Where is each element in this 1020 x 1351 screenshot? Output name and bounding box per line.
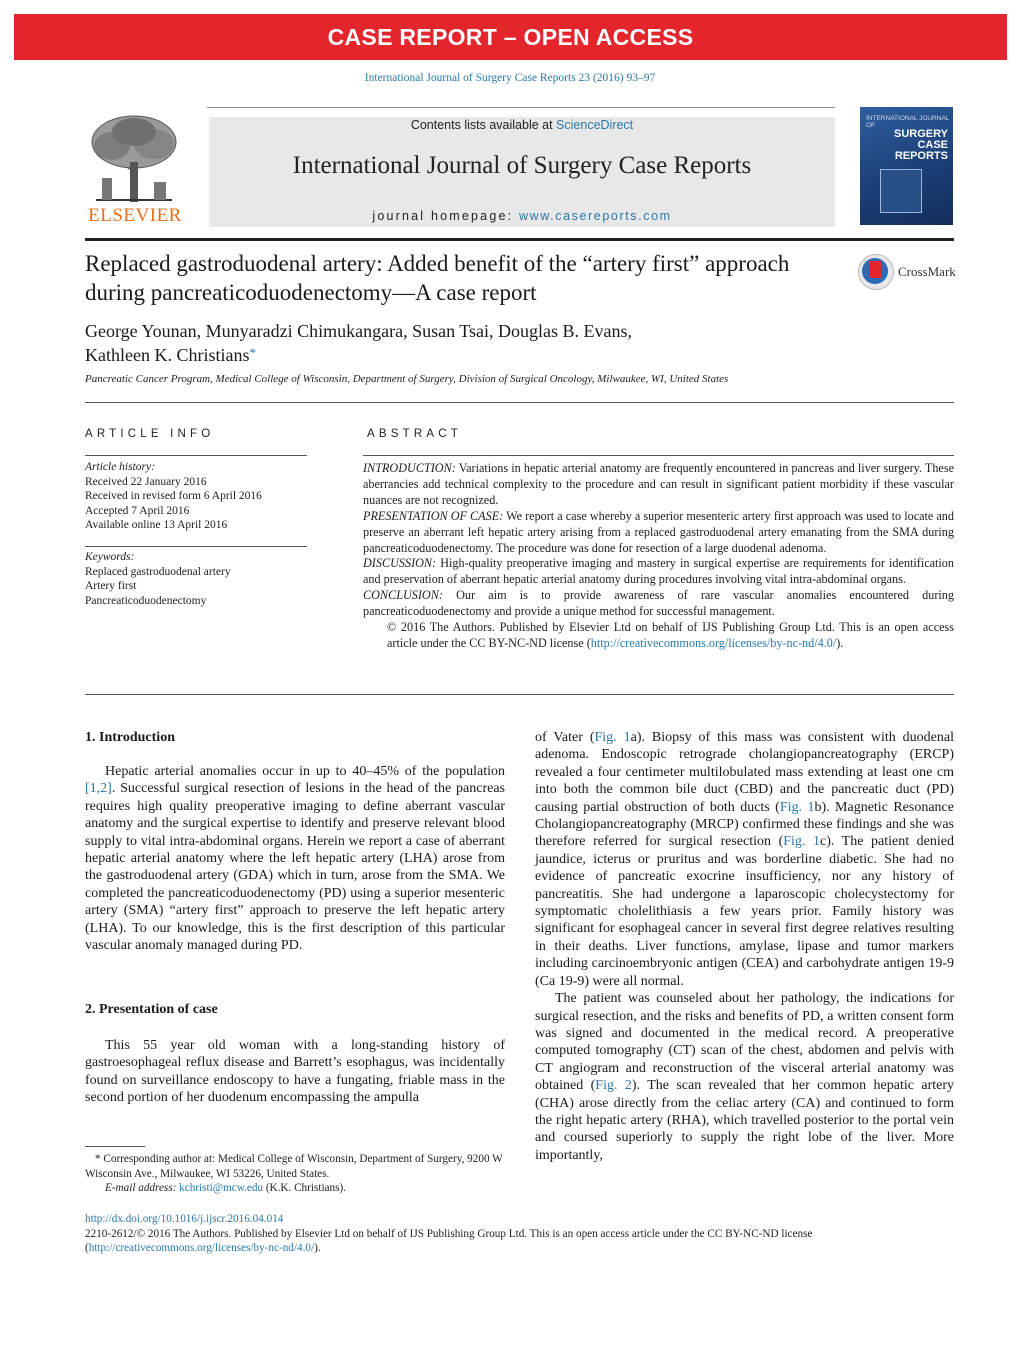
abstract-introduction: INTRODUCTION: Variations in hepatic arterial anatomy are frequently encountered in pancreas and liver surgery. These aberrancies add technical complexity to the procedure and can result in significant patient morbidity if these vascular nuances are not recognized. bbox=[363, 461, 954, 507]
corresponding-footnote: * Corresponding author at: Medical College of Wisconsin, Department of Surgery, 9200 W Wisconsin Ave., Milwaukee, WI 53226, United States. E-mail address: kchristi@mcw.edu (K.K. Christians). bbox=[85, 1153, 503, 1195]
journal-cover-image bbox=[860, 107, 953, 225]
keywords-label: Keywords: bbox=[85, 551, 135, 563]
contents-line: Contents lists available at ScienceDirect bbox=[410, 118, 634, 132]
section-2-heading: 2. Presentation of case bbox=[85, 1002, 218, 1017]
presentation-paragraph: This 55 year old woman with a long-standing history of gastroesophageal reflux disease and Barrett’s esophagus, was incidentally found on surveillance endoscopy to have a fungating, friable mass in the second portion of her duodenum encompassing the ampulla bbox=[85, 1038, 505, 1106]
elsevier-wordmark: ELSEVIER bbox=[88, 205, 182, 226]
open-access-banner: CASE REPORT – OPEN ACCESS bbox=[14, 14, 1007, 60]
abstract-label: ABSTRACT bbox=[367, 428, 462, 440]
doi-link[interactable]: http://dx.doi.org/10.1016/j.ijscr.2016.04.014 bbox=[85, 1213, 284, 1225]
title-divider bbox=[85, 402, 954, 403]
cover-crest-icon bbox=[880, 169, 922, 213]
keywords bbox=[85, 550, 307, 608]
history-accepted: Accepted 7 April 2016 bbox=[85, 504, 190, 517]
figure-2-link[interactable]: Fig. 2 bbox=[595, 1078, 632, 1094]
header-bottom-rule bbox=[85, 238, 954, 241]
corresponding-author-mark[interactable]: * bbox=[249, 345, 256, 360]
sciencedirect-link[interactable]: ScienceDirect bbox=[556, 118, 634, 132]
figure-1-link[interactable]: Fig. 1 bbox=[783, 834, 820, 850]
crossmark-label: CrossMark bbox=[898, 264, 956, 279]
elsevier-tree-icon bbox=[82, 112, 186, 204]
authors-line-1: George Younan, Munyaradzi Chimukangara, Susan Tsai, Douglas B. Evans, bbox=[85, 321, 633, 341]
article-history-label: Article history: bbox=[85, 461, 155, 473]
footer-license-link[interactable]: http://creativecommons.org/licenses/by-nc-nd/4.0/ bbox=[88, 1242, 315, 1255]
cover-title: SURGERY CASE REPORTS bbox=[894, 128, 948, 162]
reference-link[interactable]: [1,2] bbox=[85, 781, 112, 797]
introduction-paragraph: Hepatic arterial anomalies occur in up to 40–45% of the population [1,2]. Successful surgical resection of lesions in the head of the pancreas requires high quality preoperative imaging to define aberrant vascular anatomy and the surgical expertise to identify and preserve relevant blood supply to vital intra-abdominal organs. Herein we report a case of aberrant hepatic arterial anatomy where the left hepatic artery (LHA) arose from the gastroduodenal artery (GDA) which in turn, arose from the SMA. We completed the pancreaticoduodenectomy (PD) using a superior mesenteric artery (SMA) “artery first” approach to preserve the left hepatic artery (LHA). To our knowledge, this is the first description of this particular vascular anomaly managed during PD. bbox=[85, 764, 505, 954]
license-link[interactable]: http://creativecommons.org/licenses/by-nc-nd/4.0/ bbox=[590, 635, 837, 650]
keywords-rule bbox=[85, 546, 307, 547]
author-list bbox=[85, 320, 845, 366]
abstract-copyright: © 2016 The Authors. Published by Elsevier Ltd on behalf of IJS Publishing Group Ltd. This is an open access article under the CC BY-NC-ND license (http://creativecommons.org/licenses/by-nc-nd/4.0/). bbox=[387, 620, 954, 650]
journal-title: International Journal of Surgery Case Reports bbox=[292, 152, 752, 179]
keyword-item: Artery first bbox=[85, 580, 137, 592]
header-top-rule bbox=[207, 107, 835, 108]
journal-homepage: journal homepage: www.casereports.com bbox=[372, 209, 672, 223]
history-online: Available online 13 April 2016 bbox=[85, 519, 228, 531]
abstract-rule bbox=[363, 455, 954, 456]
section-1-heading: 1. Introduction bbox=[85, 730, 175, 745]
email-link[interactable]: kchristi@mcw.edu bbox=[179, 1182, 264, 1195]
abstract-conclusion: CONCLUSION: Our aim is to provide awareness of rare vascular anomalies encountered during pancreaticoduodenectomy and provide a unique method for successful management. bbox=[363, 588, 954, 619]
article-history bbox=[85, 460, 307, 533]
doi-footer: http://dx.doi.org/10.1016/j.ijscr.2016.04.014 2210-2612/© 2016 The Authors. Published by Elsevier Ltd on behalf of IJS Publishing Group Ltd. This is an open access article under the CC BY-NC-ND license (http://creativecommons.org/licenses/by-nc-nd/4.0/). bbox=[85, 1213, 813, 1255]
abstract-divider bbox=[85, 694, 954, 695]
cover-subtitle: INTERNATIONAL JOURNAL OF bbox=[866, 115, 950, 129]
figure-1-link[interactable]: Fig. 1 bbox=[594, 730, 631, 745]
abstract-body bbox=[363, 461, 954, 652]
authors-line-2: Kathleen K. Christians* bbox=[85, 345, 256, 365]
crossmark-icon-flag bbox=[869, 261, 881, 278]
footnote-rule bbox=[85, 1146, 145, 1147]
abstract-discussion: DISCUSSION: High-quality preoperative imaging and mastery in surgical expertise are requirements for identification and preservation of aberrant hepatic arterial anatomy during procedures involving vital intra-abdominal organs. bbox=[363, 556, 954, 587]
article-info-label: ARTICLE INFO bbox=[85, 428, 215, 440]
case-continued: of Vater (Fig. 1a). Biopsy of this mass was consistent with duodenal adenoma. Endoscopic retrograde cholangiopancreatography (ERCP) revealed a four centimeter multilobulated mass extending at least one cm into both the common bile duct (CBD) and the pancreatic duct (PD) causing partial obstruction of both ducts (Fig. 1b). Magnetic Resonance Cholangiopancreatography (MRCP) confirmed these findings and she was therefore referred for surgical resection (Fig. 1c). The patient denied jaundice, icterus or pruritus and was borderline diabetic. She had no evidence of pancreatic exocrine insufficiency, nor any history of pancreatitis. She had undergone a laparoscopic cholecystectomy for symptomatic cholelithiasis a few years prior. Family history was significant for esophageal cancer in several first degree relatives resulting in their deaths. Liver functions, amylase, lipase and tumor markers including carcinoembryonic antigen (CEA) and carbohydrate antigen 19-9 (Ca 19-9) were all normal. The patient was counseled about her pathology, the indications for surgical resection, and the risks and benefits of PD, a written consent form was signed and documented in the medical record. A preoperative computed tomography (CT) scan of the chest, abdomen and pelvis with CT angiogram and reconstruction of the visceral arterial anatomy was obtained (Fig. 2). The scan revealed that her common hepatic artery (CHA) arose directly from the celiac artery (CA) and continued to form the right hepatic artery (RHA), which travelled posterior to the portal vein and coursed superiorly to supply the right lobe of the liver. More importantly, bbox=[535, 730, 955, 1163]
history-received: Received 22 January 2016 bbox=[85, 475, 207, 488]
affiliation: Pancreatic Cancer Program, Medical College of Wisconsin, Department of Surgery, Division of Surgical Oncology, Milwaukee, WI, United States bbox=[85, 373, 729, 385]
history-revised: Received in revised form 6 April 2016 bbox=[85, 490, 262, 502]
crossmark-button[interactable] bbox=[858, 252, 958, 292]
keyword-item: Pancreaticoduodenectomy bbox=[85, 594, 207, 607]
article-info-rule bbox=[85, 455, 307, 456]
homepage-link[interactable]: www.casereports.com bbox=[518, 209, 672, 223]
journal-citation[interactable]: International Journal of Surgery Case Reports 23 (2016) 93–97 bbox=[364, 72, 656, 84]
article-title: Replaced gastroduodenal artery: Added benefit of the “artery first” approach during pancreaticoduodenectomy—A case report bbox=[85, 251, 790, 305]
abstract-presentation: PRESENTATION OF CASE: We report a case whereby a superior mesenteric artery first approach was used to locate and preserve an aberrant left hepatic artery arising from a replaced gastroduodenal artery emanating from the SMA during pancreaticoduodenectomy. The procedure was done for resection of a large duodenal adenoma. bbox=[363, 508, 954, 555]
keyword-item: Replaced gastroduodenal artery bbox=[85, 565, 231, 578]
figure-1-link[interactable]: Fig. 1 bbox=[779, 799, 815, 815]
